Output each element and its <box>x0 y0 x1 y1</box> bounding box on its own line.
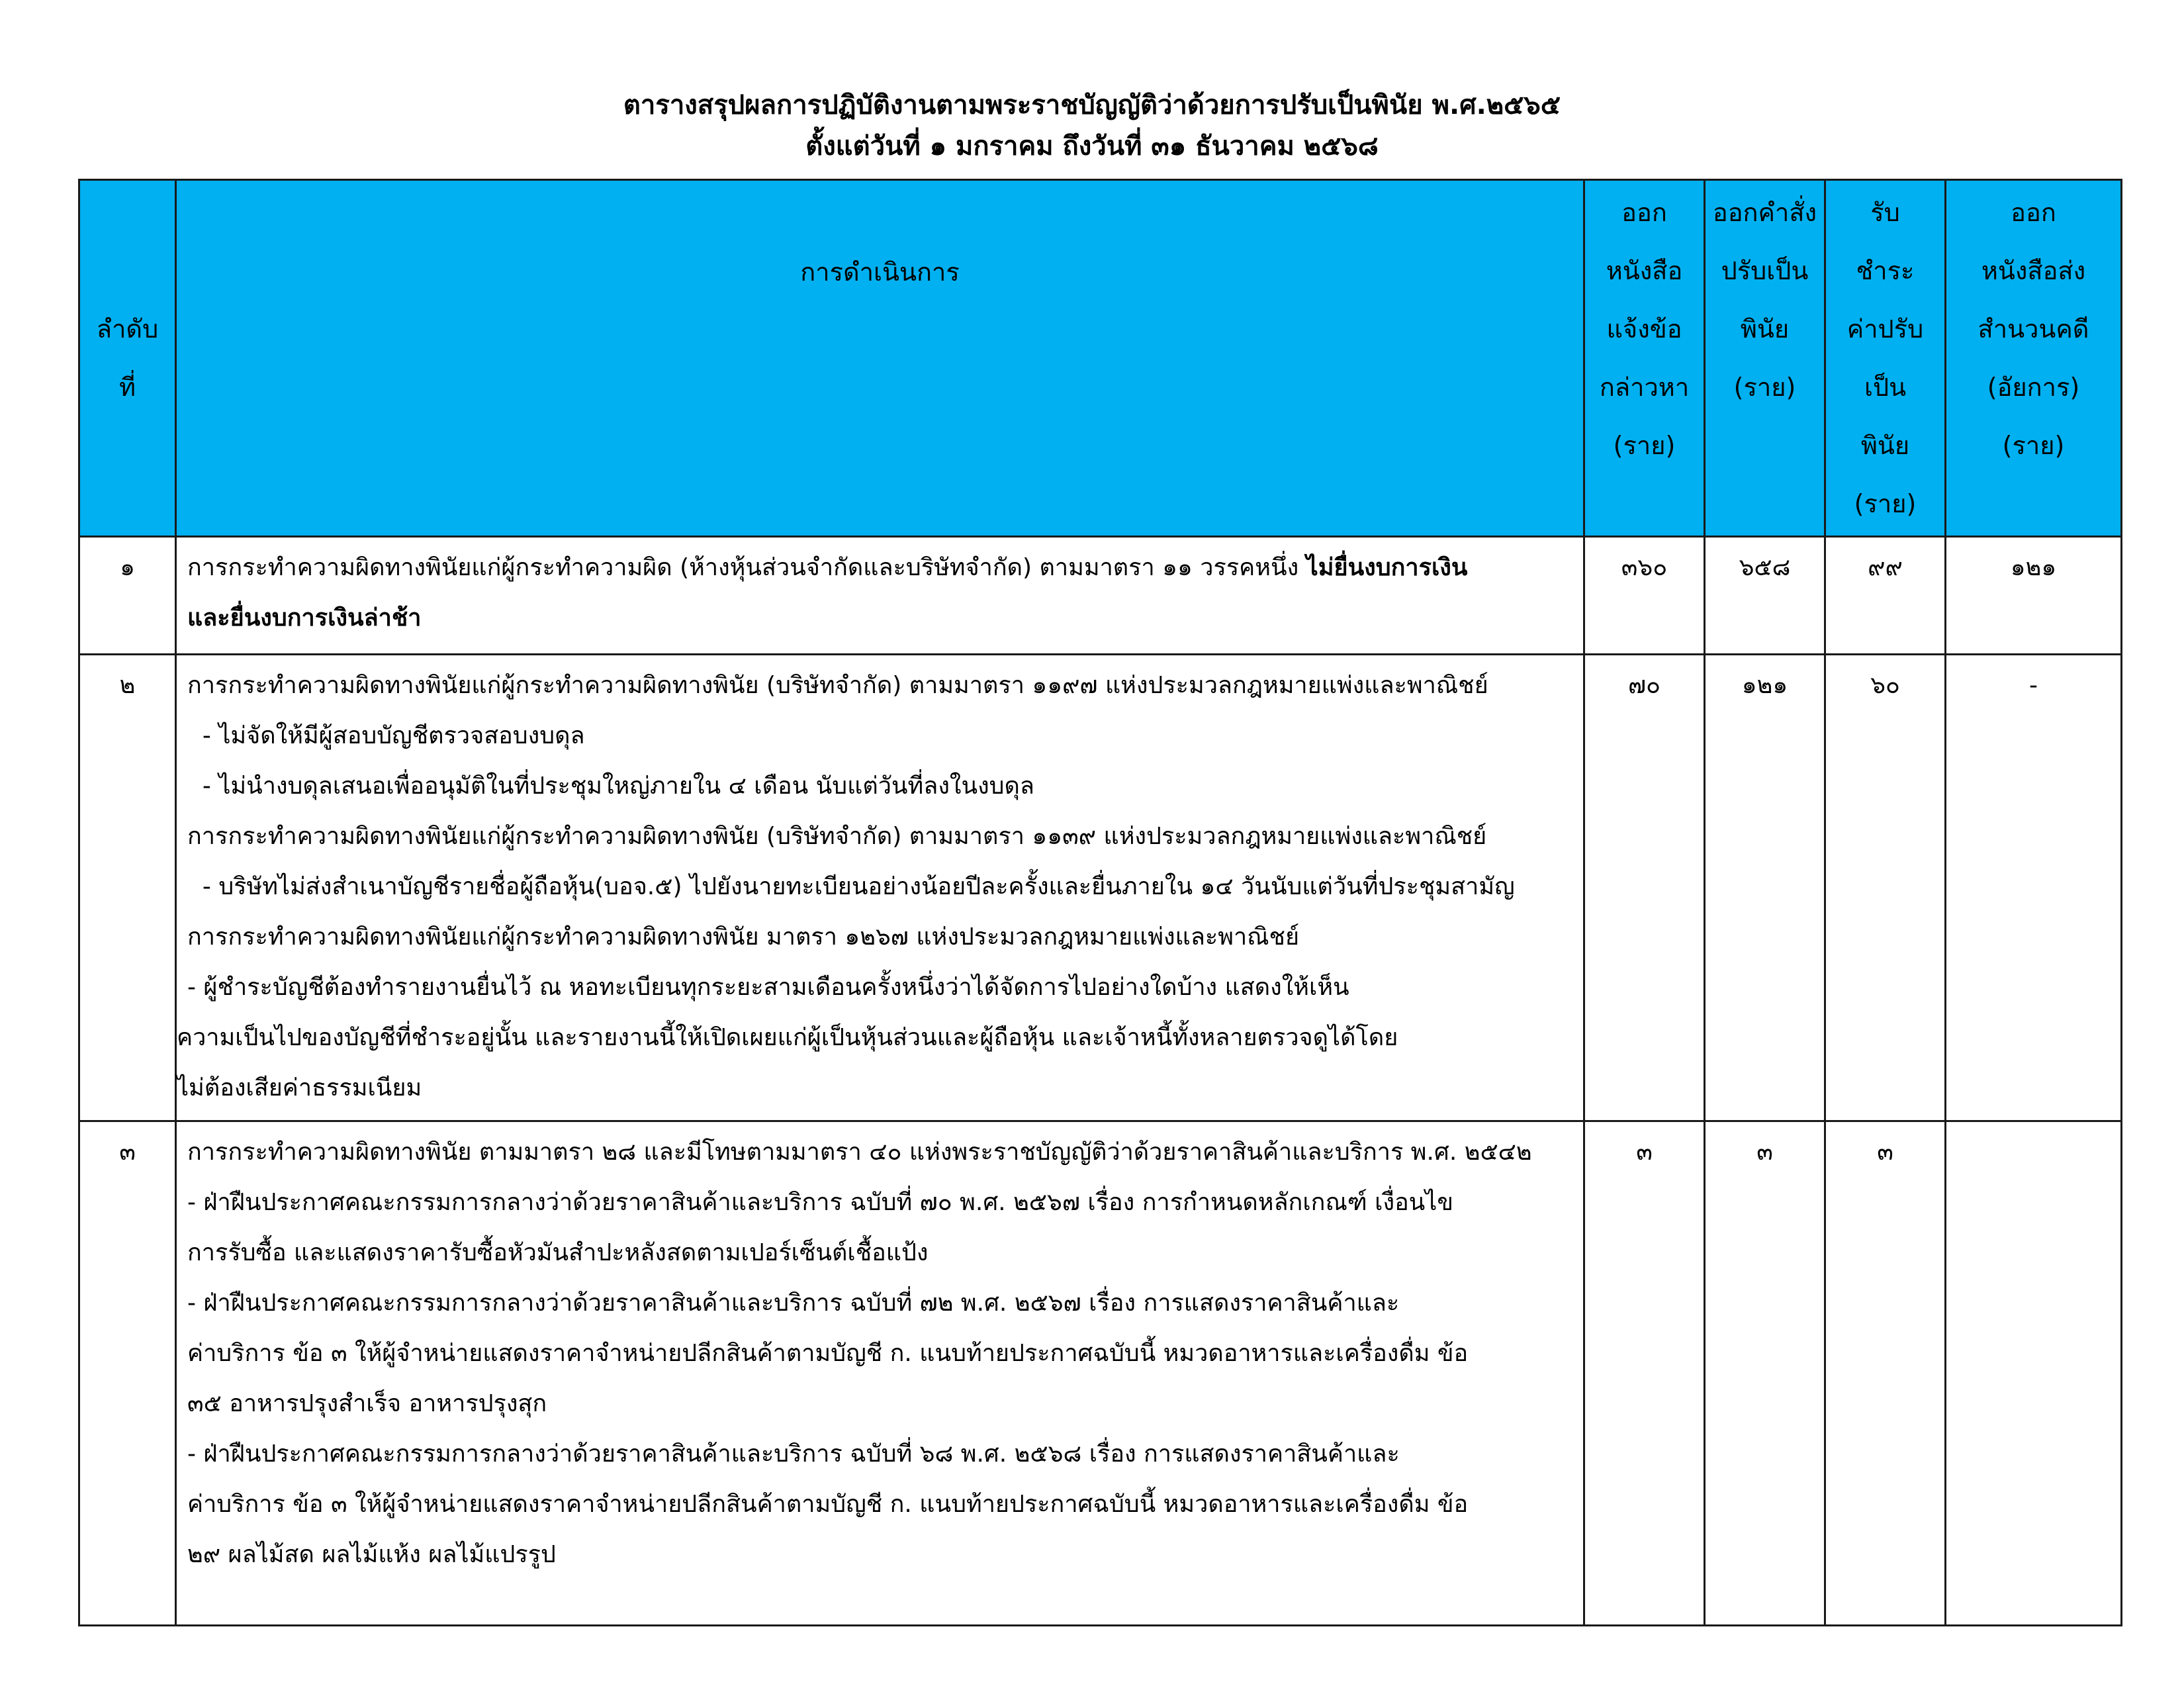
header-action: การดำเนินการ <box>176 180 1584 537</box>
header-no: ลำดับ ที่ <box>79 180 176 537</box>
report-title-block <box>0 85 2184 167</box>
action-line: - ไม่นำงบดุลเสนอเพื่ออนุมัติในที่ประชุมใหญ่ภายใน ๔ เดือน นับแต่วันที่ลงในงบดุล <box>187 773 1034 800</box>
action-line: ความเป็นไปของบัญชีที่ชำระอยู่นั้น และรายงานนี้ให้เปิดเผยแก่ผู้เป็นหุ้นส่วนและผู้ถือหุ้น และเจ้าหนี้ทั้งหลายตรวจดูได้โดย <box>177 1024 1398 1051</box>
header-fine-order: ออกคำสั่ง ปรับเป็น พินัย (ราย) <box>1705 180 1825 537</box>
row-prosecution-count <box>1946 1121 2122 1626</box>
table-row <box>79 1121 2122 1626</box>
action-line: การกระทำความผิดทางพินัยแก่ผู้กระทำความผิดทางพินัย (บริษัทจำกัด) ตามมาตรา ๑๑๓๙ แห่งประมวลกฎหมายแพ่งและพาณิชย์ <box>187 823 1487 850</box>
action-line: การกระทำความผิดทางพินัยแก่ผู้กระทำความผิดทางพินัย มาตรา ๑๒๖๗ แห่งประมวลกฎหมายแพ่งและพาณิชย์ <box>187 923 1300 951</box>
action-line: - บริษัทไม่ส่งสำเนาบัญชีรายชื่อผู้ถือหุ้น(บอจ.๕) ไปยังนายทะเบียนอย่างน้อยปีละครั้งและยื่นภายใน ๑๔ วันนับแต่วันที่ประชุมสามัญ <box>187 873 1515 900</box>
table-row <box>79 655 2122 1121</box>
row-prosecution-count: - <box>1946 655 2122 1121</box>
action-line: ไม่ต้องเสียค่าธรรมเนียม <box>177 1074 422 1102</box>
row-action <box>176 1121 1584 1626</box>
report-period: ตั้งแต่วันที่ ๑ มกราคม ถึงวันที่ ๓๑ ธันวาคม ๒๕๖๘ <box>805 131 1379 162</box>
row-fine-order-count: ๑๒๑ <box>1705 655 1825 1121</box>
action-line: - ฝ่าฝืนประกาศคณะกรรมการกลางว่าด้วยราคาสินค้าและบริการ ฉบับที่ ๗๐ พ.ศ. ๒๕๖๗ เรื่อง การกำหนดหลักเกณฑ์ เงื่อนไข <box>187 1189 1454 1216</box>
row-no: ๓ <box>79 1121 176 1626</box>
report-title: ตารางสรุปผลการปฏิบัติงานตามพระราชบัญญัติว่าด้วยการปรับเป็นพินัย พ.ศ.๒๕๖๕ <box>623 90 1561 120</box>
header-paid: รับ ชำระ ค่าปรับ เป็น พินัย (ราย) <box>1825 180 1946 537</box>
row-prosecution-count: ๑๒๑ <box>1946 537 2122 655</box>
row-fine-order-count: ๓ <box>1705 1121 1825 1626</box>
row-paid-count: ๙๙ <box>1825 537 1946 655</box>
row-paid-count: ๖๐ <box>1825 655 1946 1121</box>
action-line: และยื่นงบการเงินล่าช้า <box>187 604 422 632</box>
action-line: - ฝ่าฝืนประกาศคณะกรรมการกลางว่าด้วยราคาสินค้าและบริการ ฉบับที่ ๖๘ พ.ศ. ๒๕๖๘ เรื่อง การแสดงราคาสินค้าและ <box>187 1440 1400 1468</box>
action-line: การกระทำความผิดทางพินัยแก่ผู้กระทำความผิดทางพินัย (บริษัทจำกัด) ตามมาตรา ๑๑๙๗ แห่งประมวลกฎหมายแพ่งและพาณิชย์ <box>187 672 1488 699</box>
row-no: ๑ <box>79 537 176 655</box>
action-line: การกระทำความผิดทางพินัยแก่ผู้กระทำความผิด (ห้างหุ้นส่วนจำกัดและบริษัทจำกัด) ตามมาตรา ๑๑ วรรคหนึ่ง ไม่ยื่นงบการเงิน <box>187 554 1468 581</box>
table-row <box>79 537 2122 655</box>
action-line: - ผู้ชำระบัญชีต้องทำรายงานยื่นไว้ ณ หอทะเบียนทุกระยะสามเดือนครั้งหนึ่งว่าได้จัดการไปอย่างใดบ้าง แสดงให้เห็น <box>187 974 1349 1001</box>
row-action <box>176 537 1584 655</box>
action-line: การรับซื้อ และแสดงราคารับซื้อหัวมันสำปะหลังสดตามเปอร์เซ็นต์เชื้อแป้ง <box>187 1239 929 1266</box>
row-notice-count: ๗๐ <box>1584 655 1705 1121</box>
action-line: - ฝ่าฝืนประกาศคณะกรรมการกลางว่าด้วยราคาสินค้าและบริการ ฉบับที่ ๗๒ พ.ศ. ๒๕๖๗ เรื่อง การแสดงราคาสินค้าและ <box>187 1289 1400 1317</box>
action-line: ๒๙ ผลไม้สด ผลไม้แห้ง ผลไม้แปรรูป <box>187 1541 556 1568</box>
action-line: การกระทำความผิดทางพินัย ตามมาตรา ๒๘ และมีโทษตามมาตรา ๔๐ แห่งพระราชบัญญัติว่าด้วยราคาสินค้าและบริการ พ.ศ. ๒๕๔๒ <box>187 1139 1532 1166</box>
row-notice-count: ๓ <box>1584 1121 1705 1626</box>
summary-table <box>78 179 2122 1626</box>
action-line: ค่าบริการ ข้อ ๓ ให้ผู้จำหน่ายแสดงราคาจำหน่ายปลีกสินค้าตามบัญชี ก. แนบท้ายประกาศฉบับนี้ หมวดอาหารและเครื่องดื่ม ข้อ <box>187 1340 1469 1367</box>
row-paid-count: ๓ <box>1825 1121 1946 1626</box>
action-line: - ไม่จัดให้มีผู้สอบบัญชีตรวจสอบงบดุล <box>187 722 585 749</box>
action-line: ๓๕ อาหารปรุงสำเร็จ อาหารปรุงสุก <box>187 1390 547 1417</box>
row-notice-count: ๓๖๐ <box>1584 537 1705 655</box>
row-no: ๒ <box>79 655 176 1121</box>
row-fine-order-count: ๖๕๘ <box>1705 537 1825 655</box>
row-action <box>176 655 1584 1121</box>
header-prosecution: ออก หนังสือส่ง สำนวนคดี (อัยการ) (ราย) <box>1946 180 2122 537</box>
header-notice: ออก หนังสือ แจ้งข้อ กล่าวหา (ราย) <box>1584 180 1705 537</box>
action-line: ค่าบริการ ข้อ ๓ ให้ผู้จำหน่ายแสดงราคาจำหน่ายปลีกสินค้าตามบัญชี ก. แนบท้ายประกาศฉบับนี้ หมวดอาหารและเครื่องดื่ม ข้อ <box>187 1491 1469 1518</box>
table-header-row <box>79 180 2122 537</box>
